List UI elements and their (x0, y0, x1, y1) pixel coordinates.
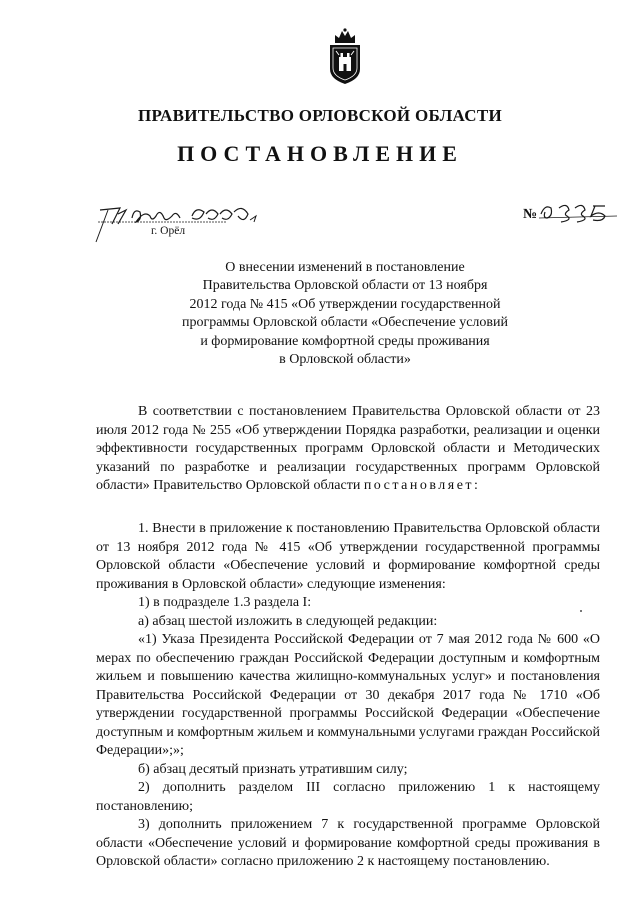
item-1: 1. Внести в приложение к постановлению Правительства Орловской области от 13 ноября 2012 года № 415 «Об утверждении государственной программы Орловской области «Обеспечение условий и формирование комфортной среды проживания в Орловской области» следующие изменения: (96, 521, 600, 592)
decree-title: ПОСТАНОВЛЕНИЕ (177, 141, 463, 166)
subject-line: и формирование комфортной среды проживания (200, 333, 490, 349)
coat-of-arms-icon (326, 27, 364, 85)
subject-line: 2012 года № 415 «Об утверждении государственной (189, 296, 501, 312)
subitem: а) абзац шестой изложить в следующей редакции: (138, 613, 438, 629)
city-label: г. Орёл (151, 225, 186, 237)
subitem: б) абзац десятый признать утратившим силу; (138, 761, 408, 777)
preamble (96, 403, 600, 496)
subject-line: О внесении изменений в постановление (225, 260, 465, 275)
decree-items (96, 520, 600, 872)
government-title: ПРАВИТЕЛЬСТВО ОРЛОВСКОЙ ОБЛАСТИ (137, 106, 503, 125)
scan-speck (580, 610, 582, 612)
handwritten-number (539, 200, 621, 224)
preamble-text: В соответствии с постановлением Правительства Орловской области от 23 июля 2012 года № 255 «Об утверждении Порядка разработки, реализации и оценки эффективности государственных программ Орловской области и Методических указаний по разработке и реализации государственных программ Орловской области» Правительство Орловской области (96, 404, 600, 493)
subject-line: в Орловской области» (279, 352, 411, 368)
decree-subject (150, 259, 540, 369)
subject-line: Правительства Орловской области от 13 ноября (202, 278, 488, 294)
number-sign: № (523, 207, 538, 222)
subitem: 2) дополнить разделом III согласно приложению 1 к настоящему постановлению; (96, 780, 600, 814)
subitem: 1) в подразделе 1.3 раздела I: (138, 595, 312, 610)
quoted-paragraph: «1) Указа Президента Российской Федерации от 7 мая 2012 года № 600 «О мерах по обеспечению граждан Российской Федерации доступным и комфортным жильем и повышению качества жилищно-коммунальных услуг» и постановления Правительства Российской Федерации от 30 декабря 2017 года № 1710 «Об утверждении государственной программы Российской Федерации «Обеспечение доступным и комфортным жильем и коммунальными услугами граждан Российской Федерации»;»; (96, 632, 600, 758)
subitem: 3) дополнить приложением 7 к государственной программе Орловской области «Обеспечение условий и формирование комфортной среды проживания в Орловской области» согласно приложению 2 к настоящему постановлению. (96, 817, 600, 869)
resolves-word: постановляет: (363, 478, 481, 493)
subject-line: программы Орловской области «Обеспечение условий (181, 315, 509, 331)
handwritten-date (92, 196, 282, 246)
